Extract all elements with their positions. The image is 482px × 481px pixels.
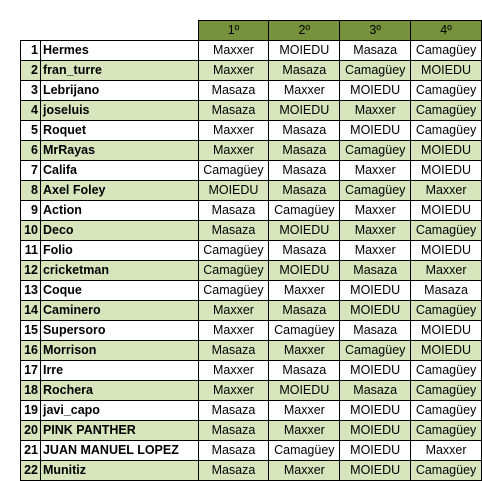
table-row xyxy=(21,341,482,361)
blank-header-cell xyxy=(40,21,198,41)
pick-cell-1[interactable]: Maxxer xyxy=(198,301,269,321)
row-number-cell[interactable]: 2 xyxy=(21,61,41,81)
pick-cell-3[interactable]: Camagüey xyxy=(340,181,411,201)
pick-cell-1[interactable]: Masaza xyxy=(198,221,269,241)
participant-name-cell[interactable]: javi_capo xyxy=(40,401,198,421)
participant-name-cell[interactable]: Munitiz xyxy=(40,461,198,481)
row-number-cell[interactable]: 15 xyxy=(21,321,41,341)
pick-cell-1[interactable]: Masaza xyxy=(198,461,269,481)
pick-cell-3[interactable]: Masaza xyxy=(340,321,411,341)
pick-cell-3[interactable]: Maxxer xyxy=(340,221,411,241)
table-row xyxy=(21,101,482,121)
participant-name-cell[interactable]: Axel Foley xyxy=(40,181,198,201)
pick-cell-4[interactable]: MOIEDU xyxy=(411,201,482,221)
table-row xyxy=(21,181,482,201)
pick-cell-4[interactable]: Camagüey xyxy=(411,401,482,421)
pick-cell-2[interactable]: Camagüey xyxy=(269,441,340,461)
table-row xyxy=(21,61,482,81)
row-number-cell[interactable]: 13 xyxy=(21,281,41,301)
pick-cell-1[interactable]: Masaza xyxy=(198,401,269,421)
pick-cell-2[interactable]: MOIEDU xyxy=(269,261,340,281)
pick-cell-1[interactable]: Maxxer xyxy=(198,381,269,401)
pick-cell-4[interactable]: Maxxer xyxy=(411,181,482,201)
pick-cell-4[interactable]: Camagüey xyxy=(411,461,482,481)
pick-cell-2[interactable]: MOIEDU xyxy=(269,41,340,61)
pick-cell-4[interactable]: MOIEDU xyxy=(411,321,482,341)
table-row xyxy=(21,421,482,441)
participant-name-cell[interactable]: JUAN MANUEL LOPEZ xyxy=(40,441,198,461)
table-row xyxy=(21,441,482,461)
row-number-cell[interactable]: 21 xyxy=(21,441,41,461)
pick-cell-2[interactable]: Masaza xyxy=(269,301,340,321)
participant-name-cell[interactable]: cricketman xyxy=(40,261,198,281)
pick-cell-1[interactable]: Masaza xyxy=(198,201,269,221)
pick-cell-2[interactable]: Camagüey xyxy=(269,321,340,341)
pick-cell-4[interactable]: Camagüey xyxy=(411,81,482,101)
column-header-3[interactable]: 3º xyxy=(340,21,411,41)
pick-cell-1[interactable]: Masaza xyxy=(198,81,269,101)
row-number-cell[interactable]: 1 xyxy=(21,41,41,61)
row-number-cell[interactable]: 4 xyxy=(21,101,41,121)
column-header-4[interactable]: 4º xyxy=(411,21,482,41)
participant-name-cell[interactable]: Deco xyxy=(40,221,198,241)
pick-cell-3[interactable]: Camagüey xyxy=(340,141,411,161)
pick-cell-1[interactable]: Maxxer xyxy=(198,321,269,341)
table-row xyxy=(21,401,482,421)
pick-cell-3[interactable]: Maxxer xyxy=(340,101,411,121)
row-number-cell[interactable]: 8 xyxy=(21,181,41,201)
pick-cell-3[interactable]: Masaza xyxy=(340,261,411,281)
header-row xyxy=(21,21,482,41)
pick-cell-3[interactable]: Maxxer xyxy=(340,201,411,221)
pick-cell-1[interactable]: Camagüey xyxy=(198,281,269,301)
pick-cell-3[interactable]: MOIEDU xyxy=(340,461,411,481)
pick-cell-3[interactable]: Masaza xyxy=(340,41,411,61)
row-number-cell[interactable]: 16 xyxy=(21,341,41,361)
table-row xyxy=(21,241,482,261)
pick-cell-1[interactable]: Masaza xyxy=(198,341,269,361)
ranking-table xyxy=(20,20,482,481)
row-number-cell[interactable]: 20 xyxy=(21,421,41,441)
row-number-cell[interactable]: 14 xyxy=(21,301,41,321)
pick-cell-2[interactable]: Masaza xyxy=(269,121,340,141)
pick-cell-4[interactable]: Camagüey xyxy=(411,421,482,441)
participant-name-cell[interactable]: Morrison xyxy=(40,341,198,361)
pick-cell-3[interactable]: MOIEDU xyxy=(340,401,411,421)
table-row xyxy=(21,161,482,181)
pick-cell-2[interactable]: MOIEDU xyxy=(269,381,340,401)
pick-cell-3[interactable]: Camagüey xyxy=(340,61,411,81)
row-number-cell[interactable]: 7 xyxy=(21,161,41,181)
pick-cell-2[interactable]: Masaza xyxy=(269,161,340,181)
pick-cell-1[interactable]: Masaza xyxy=(198,421,269,441)
row-number-cell[interactable]: 9 xyxy=(21,201,41,221)
table-body xyxy=(21,41,482,481)
table-row xyxy=(21,41,482,61)
pick-cell-3[interactable]: MOIEDU xyxy=(340,441,411,461)
pick-cell-1[interactable]: Masaza xyxy=(198,441,269,461)
table-row xyxy=(21,121,482,141)
pick-cell-2[interactable]: Maxxer xyxy=(269,281,340,301)
pick-cell-2[interactable]: Maxxer xyxy=(269,461,340,481)
pick-cell-2[interactable]: MOIEDU xyxy=(269,221,340,241)
pick-cell-1[interactable]: Maxxer xyxy=(198,41,269,61)
table-row xyxy=(21,321,482,341)
pick-cell-4[interactable]: Camagüey xyxy=(411,301,482,321)
pick-cell-3[interactable]: Masaza xyxy=(340,381,411,401)
pick-cell-2[interactable]: Maxxer xyxy=(269,341,340,361)
pick-cell-4[interactable]: Camagüey xyxy=(411,41,482,61)
pick-cell-2[interactable]: Masaza xyxy=(269,61,340,81)
row-number-cell[interactable]: 12 xyxy=(21,261,41,281)
pick-cell-1[interactable]: Camagüey xyxy=(198,261,269,281)
pick-cell-2[interactable]: Maxxer xyxy=(269,401,340,421)
pick-cell-3[interactable]: MOIEDU xyxy=(340,81,411,101)
table-row xyxy=(21,281,482,301)
row-number-cell[interactable]: 19 xyxy=(21,401,41,421)
pick-cell-1[interactable]: Maxxer xyxy=(198,361,269,381)
pick-cell-1[interactable]: MOIEDU xyxy=(198,181,269,201)
row-number-cell[interactable]: 10 xyxy=(21,221,41,241)
pick-cell-2[interactable]: Masaza xyxy=(269,241,340,261)
pick-cell-4[interactable]: Camagüey xyxy=(411,121,482,141)
pick-cell-2[interactable]: Masaza xyxy=(269,141,340,161)
pick-cell-4[interactable]: Camagüey xyxy=(411,101,482,121)
pick-cell-4[interactable]: Camagüey xyxy=(411,221,482,241)
table-row xyxy=(21,141,482,161)
pick-cell-4[interactable]: Masaza xyxy=(411,281,482,301)
table-row xyxy=(21,301,482,321)
pick-cell-3[interactable]: MOIEDU xyxy=(340,301,411,321)
participant-name-cell[interactable]: Caminero xyxy=(40,301,198,321)
pick-cell-2[interactable]: Masaza xyxy=(269,361,340,381)
participant-name-cell[interactable]: PINK PANTHER xyxy=(40,421,198,441)
table-row xyxy=(21,381,482,401)
pick-cell-2[interactable]: MOIEDU xyxy=(269,101,340,121)
column-header-1[interactable]: 1º xyxy=(198,21,269,41)
pick-cell-1[interactable]: Camagüey xyxy=(198,241,269,261)
pick-cell-4[interactable]: Camagüey xyxy=(411,381,482,401)
table-row xyxy=(21,201,482,221)
row-number-cell[interactable]: 17 xyxy=(21,361,41,381)
row-number-cell[interactable]: 6 xyxy=(21,141,41,161)
pick-cell-4[interactable]: MOIEDU xyxy=(411,161,482,181)
pick-cell-1[interactable]: Maxxer xyxy=(198,141,269,161)
pick-cell-3[interactable]: MOIEDU xyxy=(340,121,411,141)
pick-cell-3[interactable]: Maxxer xyxy=(340,161,411,181)
row-number-cell[interactable]: 22 xyxy=(21,461,41,481)
participant-name-cell[interactable]: Action xyxy=(40,201,198,221)
participant-name-cell[interactable]: Hermes xyxy=(40,41,198,61)
pick-cell-2[interactable]: Maxxer xyxy=(269,81,340,101)
pick-cell-1[interactable]: Camagüey xyxy=(198,161,269,181)
pick-cell-3[interactable]: MOIEDU xyxy=(340,361,411,381)
participant-name-cell[interactable]: Supersoro xyxy=(40,321,198,341)
participant-name-cell[interactable]: Coque xyxy=(40,281,198,301)
table-row xyxy=(21,361,482,381)
pick-cell-1[interactable]: Maxxer xyxy=(198,61,269,81)
participant-name-cell[interactable]: Irre xyxy=(40,361,198,381)
row-number-cell[interactable]: 11 xyxy=(21,241,41,261)
participant-name-cell[interactable]: Lebrijano xyxy=(40,81,198,101)
row-number-cell[interactable]: 3 xyxy=(21,81,41,101)
pick-cell-2[interactable]: Camagüey xyxy=(269,201,340,221)
pick-cell-4[interactable]: MOIEDU xyxy=(411,141,482,161)
pick-cell-1[interactable]: Maxxer xyxy=(198,121,269,141)
pick-cell-4[interactable]: Maxxer xyxy=(411,441,482,461)
pick-cell-4[interactable]: MOIEDU xyxy=(411,341,482,361)
pick-cell-4[interactable]: MOIEDU xyxy=(411,241,482,261)
pick-cell-3[interactable]: Camagüey xyxy=(340,341,411,361)
pick-cell-4[interactable]: Maxxer xyxy=(411,261,482,281)
pick-cell-4[interactable]: MOIEDU xyxy=(411,61,482,81)
pick-cell-1[interactable]: Masaza xyxy=(198,101,269,121)
participant-name-cell[interactable]: Folio xyxy=(40,241,198,261)
pick-cell-3[interactable]: MOIEDU xyxy=(340,421,411,441)
table-row xyxy=(21,81,482,101)
participant-name-cell[interactable]: fran_turre xyxy=(40,61,198,81)
pick-cell-3[interactable]: Maxxer xyxy=(340,241,411,261)
pick-cell-2[interactable]: Masaza xyxy=(269,181,340,201)
participant-name-cell[interactable]: Roquet xyxy=(40,121,198,141)
table-row xyxy=(21,261,482,281)
table-row xyxy=(21,461,482,481)
participant-name-cell[interactable]: MrRayas xyxy=(40,141,198,161)
pick-cell-4[interactable]: Camagüey xyxy=(411,361,482,381)
participant-name-cell[interactable]: Rochera xyxy=(40,381,198,401)
column-header-2[interactable]: 2º xyxy=(269,21,340,41)
table-row xyxy=(21,221,482,241)
participant-name-cell[interactable]: Califa xyxy=(40,161,198,181)
participant-name-cell[interactable]: joseluis xyxy=(40,101,198,121)
row-number-cell[interactable]: 5 xyxy=(21,121,41,141)
pick-cell-3[interactable]: MOIEDU xyxy=(340,281,411,301)
row-number-cell[interactable]: 18 xyxy=(21,381,41,401)
pick-cell-2[interactable]: Maxxer xyxy=(269,421,340,441)
blank-corner-cell xyxy=(21,21,41,41)
